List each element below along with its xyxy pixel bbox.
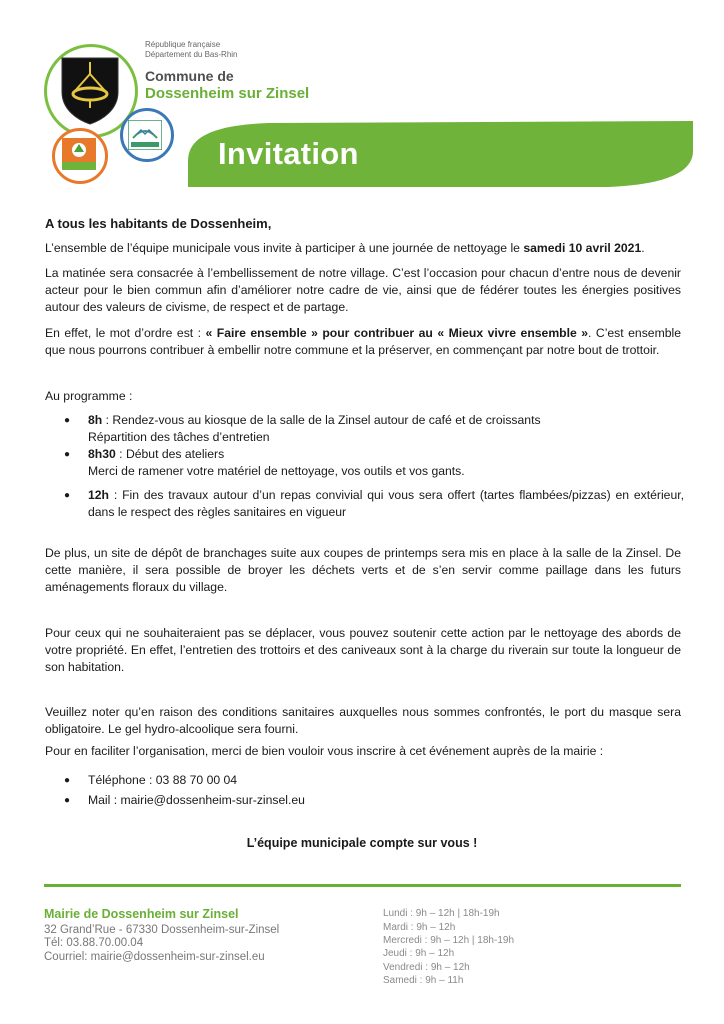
riverains-text: Pour ceux qui ne souhaiteraient pas se déplacer, vous pouvez soutenir cette action par le nettoyage des abords de votre propriété. En effet, l’entretien des trottoirs et des caniveaux sont à la charge du riverain sur toute la longueur de son habitation. — [45, 626, 681, 674]
hours-mercredi: Mercredi : 9h – 12h | 18h-19h — [383, 935, 515, 946]
commune-label: Commune de — [145, 68, 234, 84]
paragraph-mot-ordre — [45, 325, 681, 359]
programme-time: 12h — [88, 488, 110, 502]
programme-time: 8h30 — [88, 447, 116, 461]
programme-item — [88, 412, 684, 446]
paragraph-intro — [45, 240, 681, 257]
programme-title: Au programme : — [45, 389, 133, 403]
branchages-text: De plus, un site de dépôt de branchages suite aux coupes de printemps sera mis en place à la salle de la Zinsel. De cette manière, il sera possible de broyer les déchets verts et de s’en servir comme paillage dans les futurs aménagements floraux du village. — [45, 546, 681, 594]
hours-mardi: Mardi : 9h – 12h — [383, 922, 456, 933]
contact-email[interactable]: Mail : mairie@dossenheim-sur-zinsel.eu — [88, 793, 305, 807]
paragraph-inscription — [45, 743, 681, 760]
paragraph-branchages — [45, 545, 681, 596]
commune-name: Dossenheim sur Zinsel — [145, 85, 310, 102]
footer-mairie-name: Mairie de Dossenheim sur Zinsel — [44, 907, 239, 921]
programme-text: : Début des ateliers — [115, 447, 225, 461]
programme-time: 8h — [88, 413, 103, 427]
programme-item — [88, 487, 684, 521]
bullet-icon: ● — [64, 490, 71, 501]
contact-phone: Téléphone : 03 88 70 00 04 — [88, 773, 238, 787]
bullet-icon: ● — [64, 415, 71, 426]
programme-text: : Fin des travaux autour d’un repas convivial qui vous sera offert (tartes flambées/pizzas) en extérieur, dans le respect des règles sanitaires en vigueur — [88, 488, 684, 519]
bullet-icon: ● — [64, 449, 71, 460]
programme-text: : Rendez-vous au kiosque de la salle de la Zinsel autour de café et de croissants — [102, 413, 541, 427]
intro-text: L’ensemble de l’équipe municipale vous invite à participer à une journée de nettoyage le — [45, 241, 524, 255]
coat-of-arms-logo — [58, 54, 122, 126]
bullet-icon: ● — [64, 775, 71, 786]
footer-address: 32 Grand’Rue - 67330 Dossenheim-sur-Zinsel — [44, 924, 280, 936]
paragraph-sanitaire — [45, 704, 681, 738]
bullet-icon: ● — [64, 795, 71, 806]
footer-phone: Tél: 03.88.70.00.04 — [44, 937, 144, 949]
footer-divider — [44, 884, 681, 887]
programme-sub: Merci de ramener votre matériel de nettoyage, vos outils et vos gants. — [88, 464, 465, 478]
event-date: samedi 10 avril 2021 — [523, 241, 642, 255]
paragraph-riverains — [45, 625, 681, 676]
intro-end: . — [641, 241, 645, 255]
republique-label — [145, 40, 238, 60]
paragraph-matinee — [45, 265, 681, 316]
closing-line: L’équipe municipale compte sur vous ! — [246, 836, 478, 850]
hours-jeudi: Jeudi : 9h – 12h — [383, 948, 455, 959]
hours-samedi: Samedi : 9h – 11h — [383, 975, 464, 986]
republique-line: République française — [145, 40, 221, 49]
page-title: Invitation — [218, 136, 359, 171]
programme-sub: Répartition des tâches d’entretien — [88, 430, 270, 444]
hours-lundi: Lundi : 9h – 12h | 18h-19h — [383, 908, 500, 919]
hours-vendredi: Vendredi : 9h – 12h — [383, 962, 470, 973]
mot-ordre-start: En effet, le mot d’ordre est : — [45, 326, 206, 340]
greeting: A tous les habitants de Dossenheim, — [45, 216, 272, 231]
demarche-badge-icon — [128, 120, 162, 150]
matinee-text: La matinée sera consacrée à l’embellissement de notre village. C’est l’occasion pour chacun d’entre nous de devenir acteur pour le bien commun afin d’améliorer notre cadre de vie, ainsi que de fédérer toutes les énergies positives autour des valeurs de civisme, de respect et de partage. — [45, 266, 681, 314]
sanitaire-text: Veuillez noter qu’en raison des conditions sanitaires auxquelles nous sommes confrontés, le port du masque sera obligatoire. Le gel hydro-alcoolique sera fourni. — [45, 705, 681, 736]
departement-line: Département du Bas-Rhin — [145, 50, 238, 59]
mot-ordre-bold: « Faire ensemble » pour contribuer au « Mieux vivre ensemble » — [205, 326, 589, 340]
inscription-text: Pour en faciliter l’organisation, merci de bien vouloir vous inscrire à cet événement auprès de la mairie : — [45, 744, 604, 758]
programme-item — [88, 446, 684, 480]
commune-nature-badge-icon — [62, 138, 96, 170]
mot-ordre-end: . C’est ensemble que nous pourrons contribuer à embellir notre commune et la préserver, en commençant par notre bout de trottoir. — [45, 326, 681, 357]
footer-email[interactable]: Courriel: mairie@dossenheim-sur-zinsel.eu — [44, 951, 265, 963]
